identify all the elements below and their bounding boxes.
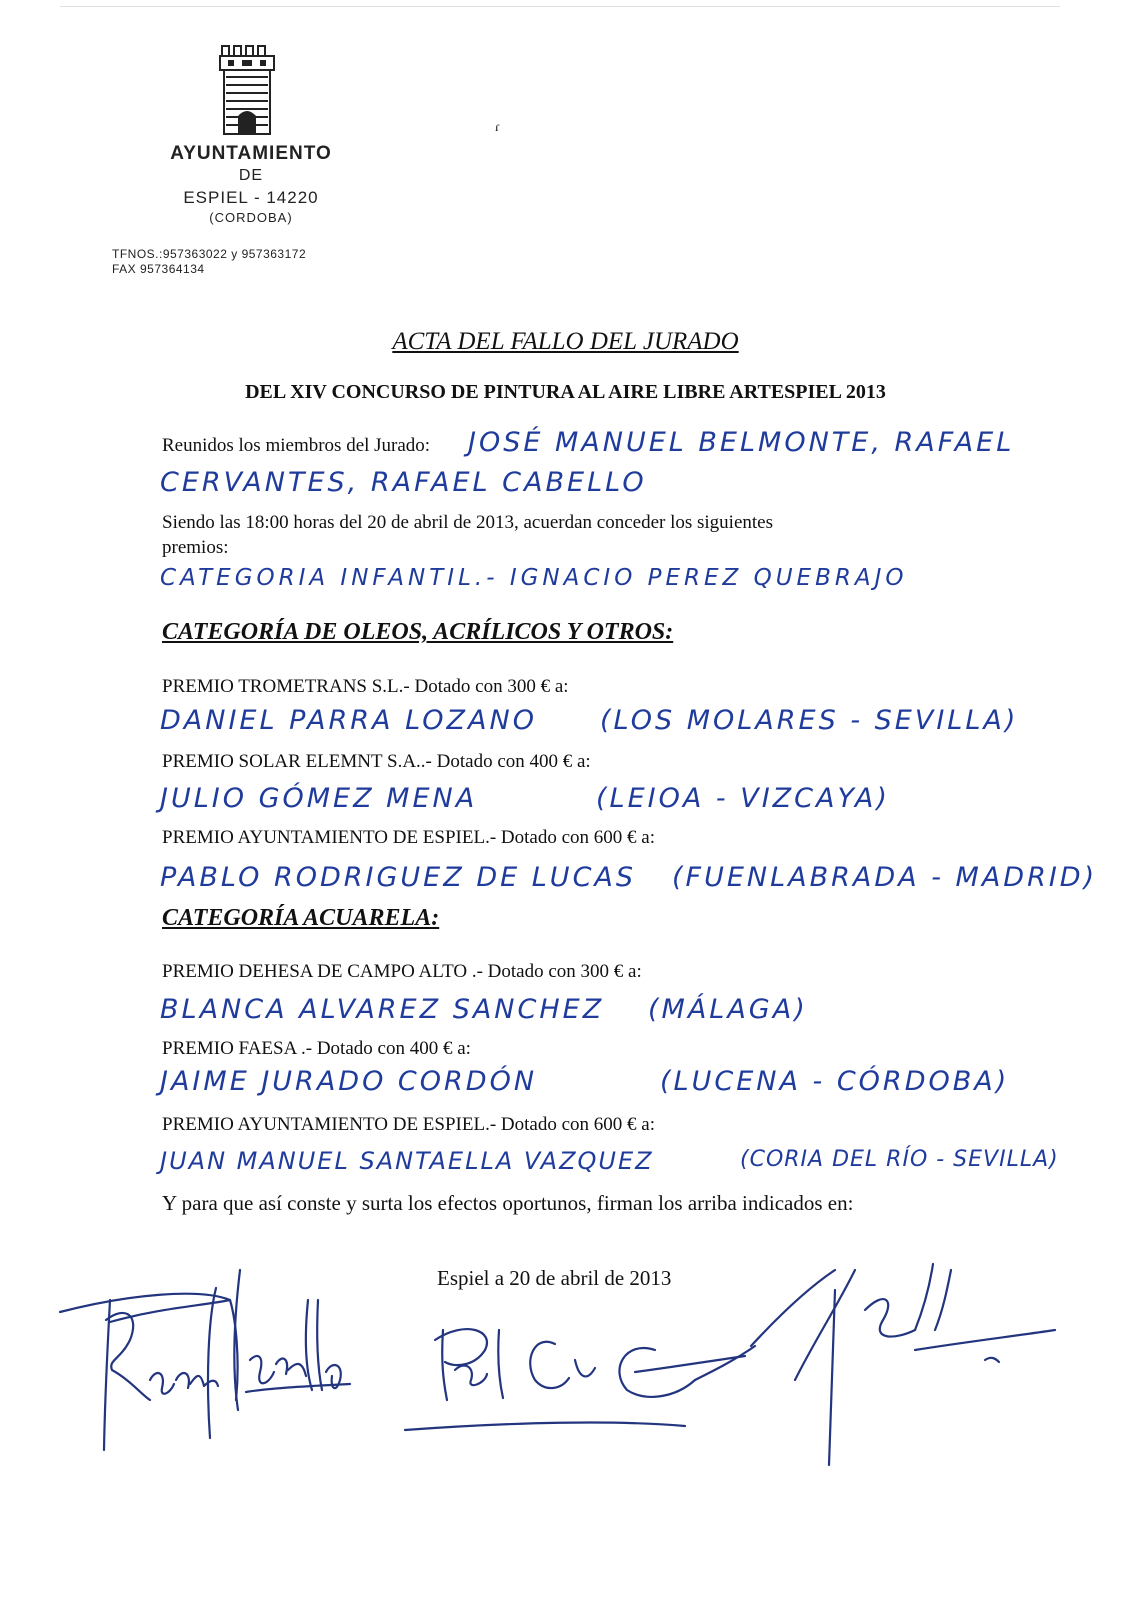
- prize-winner-place: (LUCENA - CÓRDOBA): [660, 1066, 1010, 1097]
- org-town: ESPIEL - 14220: [183, 188, 319, 207]
- signature-left: [50, 1260, 370, 1460]
- org-name: AYUNTAMIENTO: [170, 143, 332, 164]
- prize-winner: JAIME JURADO CORDÓN: [160, 1066, 538, 1097]
- org-de: DE: [238, 167, 264, 184]
- session-line2: premios:: [162, 537, 229, 558]
- signing-date: Espiel a 20 de abril de 2013: [437, 1266, 672, 1290]
- prize-winner-place: (CORIA DEL RÍO - SEVILLA): [740, 1147, 1059, 1172]
- document-title: ACTA DEL FALLO DEL JURADO: [392, 328, 739, 355]
- fax-number: FAX 957364134: [112, 262, 205, 276]
- closing-paragraph: Y para que así conste y surta los efectos oportunos, firman los arriba indicados en:: [162, 1191, 854, 1215]
- org-province: (CORDOBA): [209, 210, 293, 225]
- prize-winner: JULIO GÓMEZ MENA: [160, 783, 478, 814]
- document-subtitle: DEL XIV CONCURSO DE PINTURA AL AIRE LIBRE ARTESPIEL 2013: [245, 381, 886, 403]
- prize-winner-place: (LOS MOLARES - SEVILLA): [600, 705, 1019, 736]
- prize-winner: PABLO RODRIGUEZ DE LUCAS: [160, 862, 637, 893]
- castle-tower-icon: [218, 44, 276, 136]
- jury-names-line1: JOSÉ MANUEL BELMONTE, RAFAEL: [468, 427, 1015, 458]
- prize-winner: BLANCA ALVAREZ SANCHEZ: [160, 994, 605, 1025]
- session-line1: Siendo las 18:00 horas del 20 de abril de 2013, acuerdan conceder los siguientes: [162, 512, 773, 533]
- letterhead-organization: [120, 142, 382, 226]
- prize-label: PREMIO DEHESA DE CAMPO ALTO .- Dotado con 300 € a:: [162, 961, 642, 982]
- prize-winner: DANIEL PARRA LOZANO: [160, 705, 537, 736]
- prize-label: PREMIO AYUNTAMIENTO DE ESPIEL.- Dotado con 600 € a:: [162, 827, 655, 848]
- prize-winner-place: (MÁLAGA): [648, 994, 808, 1025]
- prize-winner-place: (LEIOA - VIZCAYA): [596, 783, 890, 814]
- prize-winner-place: (FUENLABRADA - MADRID): [672, 862, 1098, 893]
- signature-right: [395, 1250, 1065, 1480]
- infantil-winner: CATEGORIA INFANTIL.- IGNACIO PEREZ QUEBRAJO: [160, 565, 908, 591]
- prize-label: PREMIO TROMETRANS S.L.- Dotado con 300 € a:: [162, 676, 569, 697]
- jury-label: Reunidos los miembros del Jurado:: [162, 435, 431, 456]
- scan-edge-line: [60, 6, 1060, 7]
- prize-label: PREMIO SOLAR ELEMNT S.A..- Dotado con 400 € a:: [162, 751, 591, 772]
- jury-names-line2: CERVANTES, RAFAEL CABELLO: [160, 467, 647, 498]
- phone-numbers: TFNOS.:957363022 y 957363172: [112, 247, 307, 261]
- prize-label: PREMIO FAESA .- Dotado con 400 € a:: [162, 1038, 471, 1059]
- letterhead-contacts: [112, 247, 306, 277]
- section-heading-oleos: CATEGORÍA DE OLEOS, ACRÍLICOS Y OTROS:: [162, 619, 674, 645]
- stray-mark: ɾ: [495, 120, 500, 135]
- prize-winner: JUAN MANUEL SANTAELLA VAZQUEZ: [160, 1147, 654, 1175]
- prize-label: PREMIO AYUNTAMIENTO DE ESPIEL.- Dotado con 600 € a:: [162, 1114, 655, 1135]
- section-heading-acuarela: CATEGORÍA ACUARELA:: [162, 905, 440, 931]
